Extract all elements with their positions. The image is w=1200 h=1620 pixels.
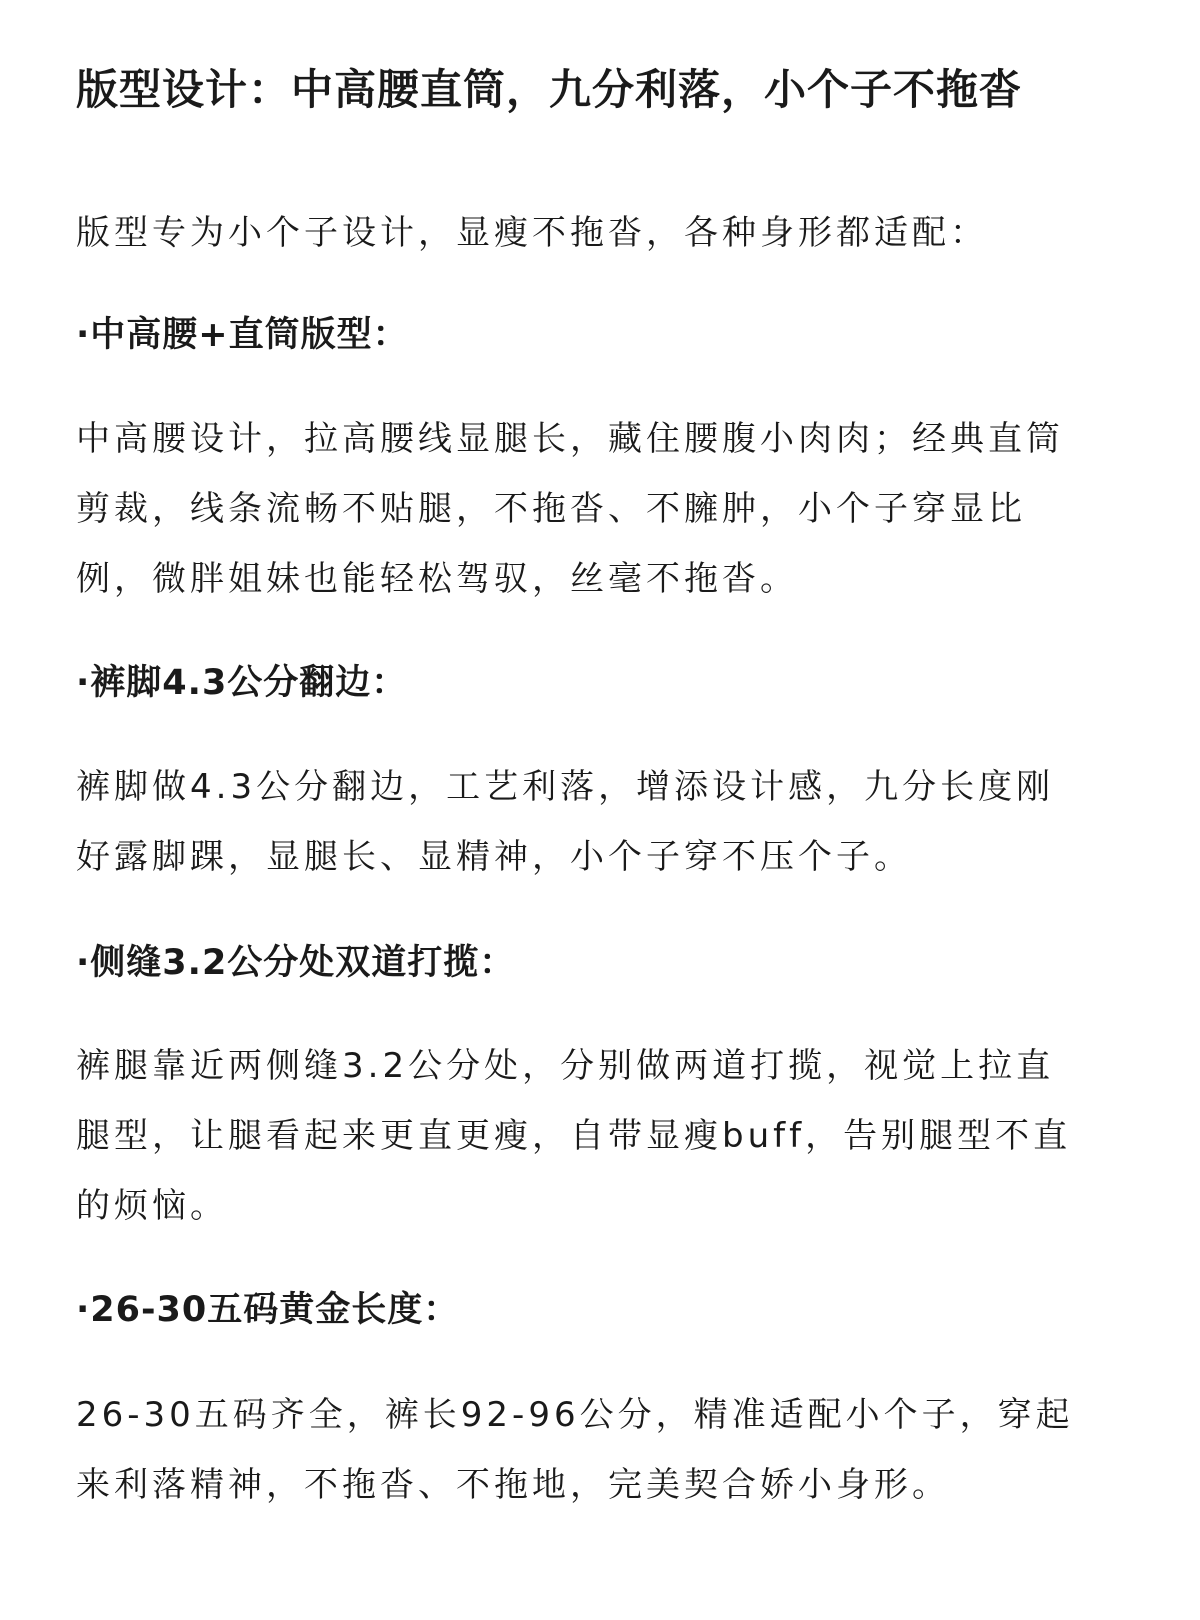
body-line: 裤腿靠近两侧缝3.2公分处，分别做两道打揽，视觉上拉直: [76, 1046, 1055, 1086]
body-line: 来利落精神，不拖沓、不拖地，完美契合娇小身形。: [76, 1465, 950, 1505]
body-line: 腿型，让腿看起来更直更瘦，自带显瘦buff，告别腿型不直: [76, 1116, 1072, 1156]
section-body-hem-cuff: [76, 752, 1116, 892]
body-line: 的烦恼。: [76, 1186, 228, 1226]
section-body-sizes: [76, 1380, 1116, 1520]
body-line: 裤脚做4.3公分翻边，工艺利落，增添设计感，九分长度刚: [76, 767, 1055, 807]
body-line: 例，微胖姐妹也能轻松驾驭，丝毫不拖沓。: [76, 559, 798, 599]
section-body-side-seam: [76, 1031, 1116, 1241]
section-heading-hem-cuff: ·裤脚4.3公分翻边：: [76, 663, 408, 703]
body-line: 剪裁，线条流畅不贴腿，不拖沓、不臃肿，小个子穿显比: [76, 489, 1026, 529]
body-line: 26-30五码齐全，裤长92-96公分，精准适配小个子，穿起: [76, 1395, 1074, 1435]
intro-paragraph: 版型专为小个子设计，显瘦不拖沓，各种身形都适配：: [76, 213, 988, 253]
body-line: 中高腰设计，拉高腰线显腿长，藏住腰腹小肉肉；经典直筒: [76, 419, 1064, 459]
section-heading-waist-fit: ·中高腰+直筒版型：: [76, 315, 409, 355]
section-body-waist-fit: [76, 404, 1116, 614]
page-title: 版型设计：中高腰直筒，九分利落，小个子不拖沓: [76, 65, 1023, 114]
section-heading-side-seam: ·侧缝3.2公分处双道打揽：: [76, 943, 516, 983]
body-line: 好露脚踝，显腿长、显精神，小个子穿不压个子。: [76, 837, 912, 877]
section-heading-sizes: ·26-30五码黄金长度：: [76, 1290, 460, 1330]
